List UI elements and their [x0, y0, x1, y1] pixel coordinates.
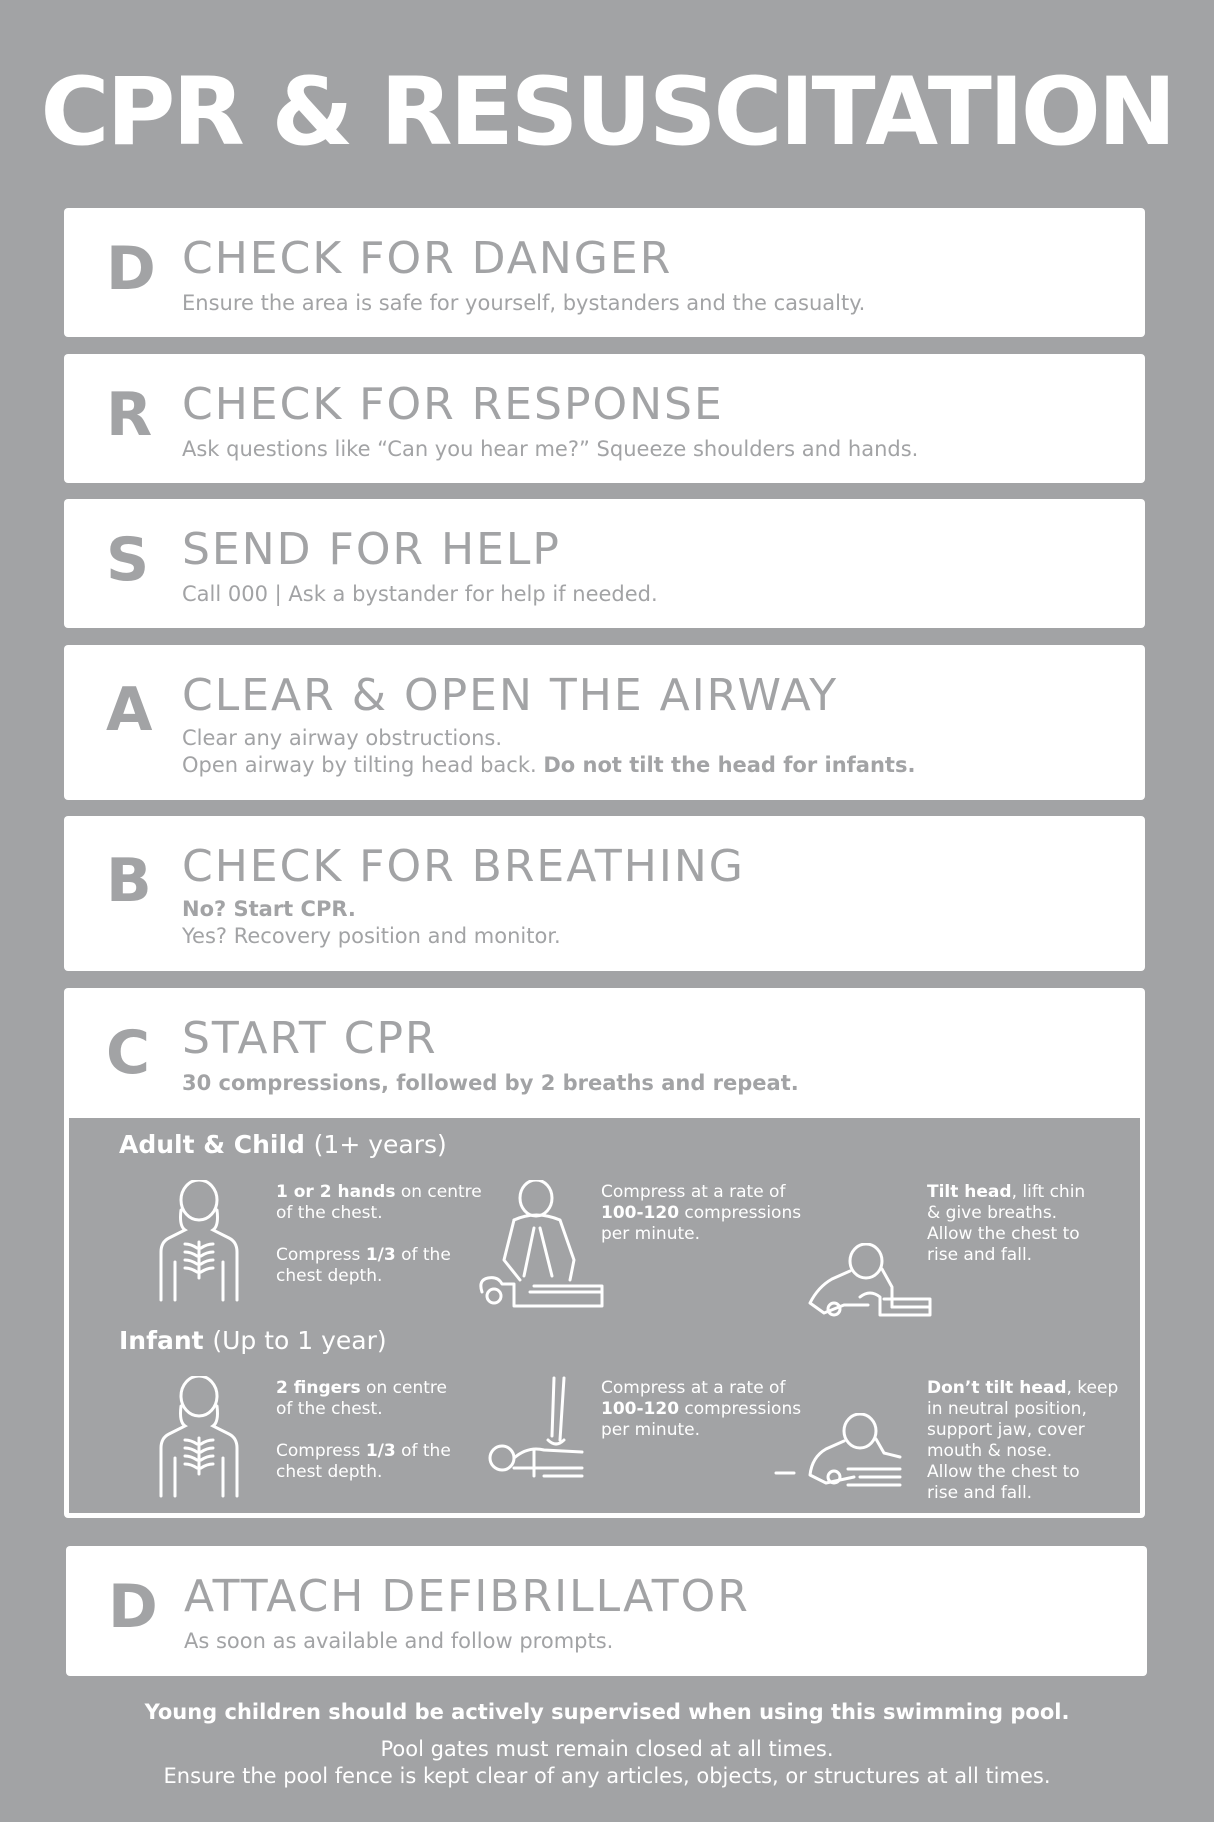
step-text: Compress — [276, 1245, 366, 1265]
step-line — [601, 1203, 801, 1224]
step-description: As soon as available and follow prompts. — [184, 1629, 614, 1653]
step-line: rise and fall. — [927, 1245, 1033, 1265]
step-text: compressions — [679, 1203, 802, 1223]
step-heading: CHECK FOR RESPONSE — [182, 379, 724, 430]
infant-step-fingers — [276, 1378, 451, 1483]
step-letter: S — [106, 525, 150, 595]
adult-compression-icon — [474, 1180, 604, 1310]
step-line: per minute. — [601, 1420, 701, 1440]
step-bold: 100-120 — [601, 1203, 680, 1223]
adult-step-rate — [601, 1182, 801, 1245]
step-description: Ask questions like “Can you hear me?” Squeeze shoulders and hands. — [182, 437, 919, 461]
step-line — [601, 1399, 801, 1420]
adult-label: Adult & Child — [119, 1130, 305, 1159]
step-letter: A — [106, 675, 153, 745]
cpr-instructions-panel — [69, 1118, 1140, 1513]
card-danger — [64, 208, 1145, 337]
desc-line: Yes? Recovery position and monitor. — [182, 924, 561, 948]
step-letter: D — [108, 1572, 158, 1642]
step-bold: Tilt head — [927, 1182, 1012, 1202]
step-heading: START CPR — [182, 1013, 438, 1064]
desc-line — [182, 752, 915, 779]
infant-age: (Up to 1 year) — [212, 1326, 387, 1355]
step-heading: SEND FOR HELP — [182, 524, 561, 575]
adult-breaths-icon — [804, 1243, 934, 1323]
step-line — [276, 1245, 482, 1266]
card-send-help — [64, 499, 1145, 628]
step-text: of the — [395, 1441, 451, 1461]
adult-chest-icon — [159, 1180, 239, 1305]
step-description: Call 000 | Ask a bystander for help if needed. — [182, 582, 658, 606]
step-line: chest depth. — [276, 1266, 383, 1286]
adult-step-hands — [276, 1182, 482, 1287]
infant-step-rate — [601, 1378, 801, 1441]
step-line: of the chest. — [276, 1399, 383, 1419]
step-bold: 1/3 — [365, 1441, 396, 1461]
step-heading: ATTACH DEFIBRILLATOR — [184, 1571, 750, 1622]
step-line: mouth & nose. — [927, 1441, 1053, 1461]
step-description — [182, 1070, 799, 1097]
step-text: , lift chin — [1011, 1182, 1086, 1202]
card-cpr — [64, 988, 1145, 1518]
adult-step-breaths — [927, 1182, 1085, 1266]
adult-age: (1+ years) — [313, 1130, 447, 1159]
step-line: Compress at a rate of — [601, 1378, 786, 1398]
footer-fence: Ensure the pool fence is kept clear of any articles, objects, or structures at all times. — [163, 1764, 1051, 1788]
step-line: chest depth. — [276, 1462, 383, 1482]
card-breathing — [64, 816, 1145, 971]
infant-label: Infant — [119, 1326, 204, 1355]
step-text: on centre — [395, 1182, 482, 1202]
infant-chest-icon — [159, 1376, 239, 1501]
step-heading: CLEAR & OPEN THE AIRWAY — [182, 670, 839, 721]
desc-line: Clear any airway obstructions. — [182, 726, 503, 750]
footer-supervision: Young children should be actively supervised when using this swimming pool. — [144, 1700, 1070, 1724]
step-heading: CHECK FOR BREATHING — [182, 841, 745, 892]
footer-gates: Pool gates must remain closed at all times. — [380, 1737, 834, 1761]
infant-step-breaths — [927, 1378, 1118, 1504]
step-line: Allow the chest to — [927, 1462, 1080, 1482]
step-line: per minute. — [601, 1224, 701, 1244]
step-line — [276, 1441, 451, 1462]
desc-text: Open airway by tilting head back. — [182, 753, 537, 777]
step-line: Allow the chest to — [927, 1224, 1080, 1244]
step-letter: B — [106, 846, 152, 916]
infant-compression-icon — [484, 1376, 594, 1486]
step-text: , keep — [1066, 1378, 1119, 1398]
step-bold: 1/3 — [365, 1245, 396, 1265]
step-letter: D — [106, 234, 156, 304]
step-bold: 1 or 2 hands — [276, 1182, 396, 1202]
step-line: support jaw, cover — [927, 1420, 1085, 1440]
step-heading: CHECK FOR DANGER — [182, 233, 673, 284]
infant-heading — [119, 1326, 387, 1355]
step-description: Ensure the area is safe for yourself, bystanders and the casualty. — [182, 291, 866, 315]
step-description — [182, 725, 915, 779]
step-text: of the — [395, 1245, 451, 1265]
page-title: CPR & RESUSCITATION — [40, 58, 1174, 167]
step-description — [182, 896, 561, 950]
step-line: & give breaths. — [927, 1203, 1058, 1223]
infant-breaths-icon — [774, 1413, 904, 1493]
step-line — [927, 1182, 1085, 1203]
step-line: rise and fall. — [927, 1483, 1033, 1503]
step-line — [276, 1182, 482, 1203]
card-defibrillator — [66, 1546, 1147, 1676]
card-response — [64, 354, 1145, 483]
step-line: Compress at a rate of — [601, 1182, 786, 1202]
step-bold: 100-120 — [601, 1399, 680, 1419]
step-text: Compress — [276, 1441, 366, 1461]
step-text: on centre — [360, 1378, 447, 1398]
step-bold: 2 fingers — [276, 1378, 361, 1398]
step-line: in neutral position, — [927, 1399, 1087, 1419]
desc-bold: Do not tilt the head for infants. — [543, 753, 916, 777]
step-text: compressions — [679, 1399, 802, 1419]
desc-line — [182, 896, 561, 923]
step-letter: R — [106, 380, 153, 450]
step-letter: C — [106, 1018, 151, 1088]
step-line: of the chest. — [276, 1203, 383, 1223]
card-airway — [64, 645, 1145, 800]
adult-heading — [119, 1130, 447, 1159]
desc-bold: 30 compressions, followed by 2 breaths and repeat. — [182, 1071, 799, 1095]
step-line — [276, 1378, 451, 1399]
step-line — [927, 1378, 1118, 1399]
step-bold: Don’t tilt head — [927, 1378, 1067, 1398]
desc-bold: No? Start CPR. — [182, 897, 356, 921]
